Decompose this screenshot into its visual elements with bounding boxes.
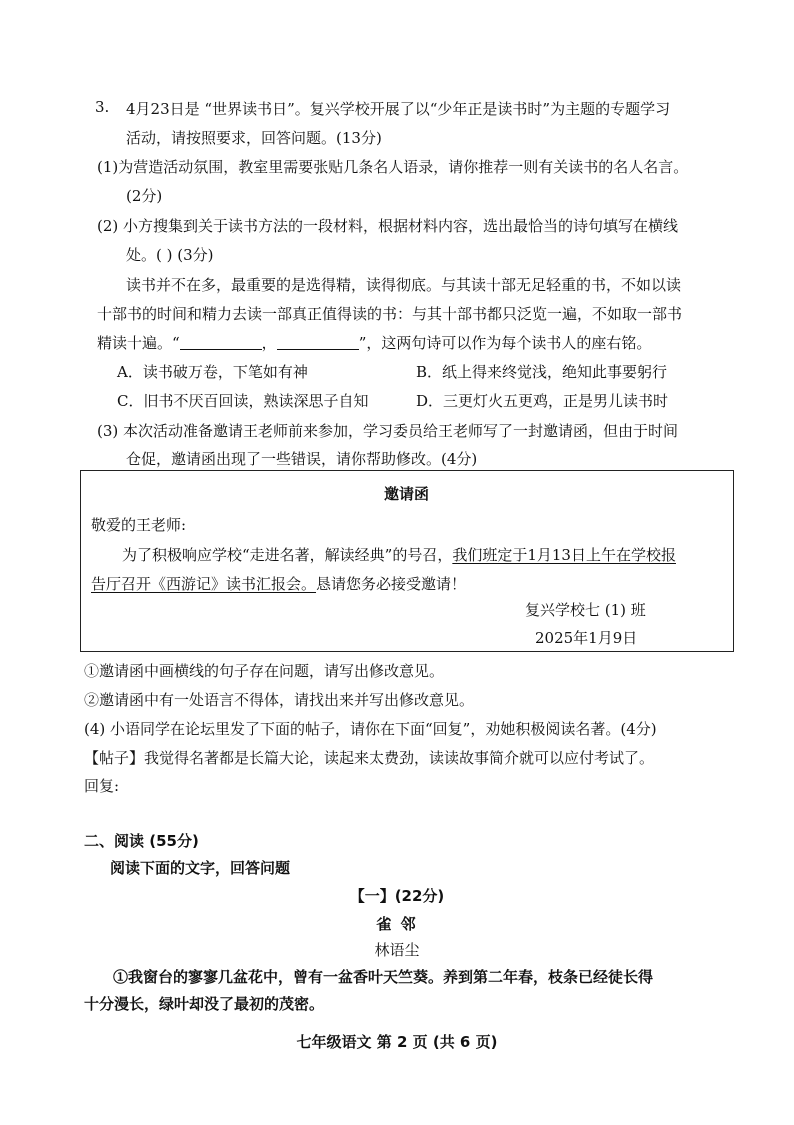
- letter-body-pre: 为了积极响应学校“走进名著，解读经典”的号召，: [122, 546, 453, 564]
- question-number: 3.: [95, 98, 110, 116]
- letter-body-post: 恳请您务必接受邀请！: [316, 575, 467, 593]
- invitation-letter-box: [80, 470, 734, 652]
- option-a: A．读书破万卷，下笔如有神: [117, 363, 308, 381]
- subquestion-3-item1: ①邀请函中画横线的句子存在问题，请写出修改意见。: [84, 662, 445, 680]
- letter-body-line1: [122, 544, 676, 565]
- material-line1: 读书并不在多，最重要的是选得精，读得彻底。与其读十部无足轻重的书，不如以读: [126, 276, 682, 294]
- subquestion-1-line2: (2分): [126, 187, 163, 205]
- subquestion-4: (4) 小语同学在论坛里发了下面的帖子，请你在下面“回复”，劝她积极阅读名著。(4分): [84, 720, 657, 738]
- material-line2: 十部书的时间和精力去读一部真正值得读的书：与其十部书都只泛览一遍，不如取一部书: [97, 305, 683, 323]
- article-paragraph1-line2: 十分漫长，绿叶却没了最初的茂密。: [84, 995, 325, 1013]
- material-line3-mid: ，: [261, 334, 277, 352]
- forum-post: 【帖子】我觉得名著都是长篇大论，读起来太费劲，读读故事简介就可以应付考试了。: [84, 749, 655, 767]
- article-title: 雀 邻: [376, 915, 418, 933]
- answer-blank-1[interactable]: [180, 335, 262, 350]
- material-line3: [97, 332, 651, 353]
- option-c: C．旧书不厌百回读，熟读深思子自知: [117, 392, 369, 410]
- question-intro-line1: 4月23日是 “世界读书日”。复兴学校开展了以“少年正是读书时”为主题的专题学习: [126, 100, 671, 118]
- option-b: B．纸上得来终觉浅，绝知此事要躬行: [416, 363, 668, 381]
- page-footer: 七年级语文 第 2 页 (共 6 页): [296, 1033, 498, 1051]
- reply-label: 回复:: [84, 777, 120, 795]
- letter-underlined-sentence-part2: 告厅召开《西游记》读书汇报会。: [91, 575, 317, 593]
- answer-blank-2[interactable]: [277, 335, 359, 350]
- article-paragraph1-line1: ①我窗台的寥寥几盆花中，曾有一盆香叶天竺葵。养到第二年春，枝条已经徒长得: [113, 968, 654, 986]
- subquestion-2-line1: (2) 小方搜集到关于读书方法的一段材料，根据材料内容，选出最恰当的诗句填写在横线: [97, 217, 679, 235]
- subquestion-2-line2: 处。( ) (3分): [126, 246, 214, 264]
- letter-body-line2: [91, 573, 466, 594]
- material-line3-post: ”，这两句诗可以作为每个读书人的座右铭。: [358, 334, 652, 352]
- section-title: 二、阅读 (55分): [84, 832, 199, 850]
- material-line3-pre: 精读十遍。“: [97, 334, 180, 352]
- subquestion-3-item2: ②邀请函中有一处语言不得体，请找出来并写出修改意见。: [84, 691, 475, 709]
- option-d: D．三更灯火五更鸡，正是男儿读书时: [416, 392, 669, 410]
- letter-greeting: 敬爱的王老师:: [91, 516, 187, 534]
- letter-signature: 复兴学校七 (1) 班: [525, 601, 646, 619]
- subquestion-3-line1: (3) 本次活动准备邀请王老师前来参加，学习委员给王老师写了一封邀请函，但由于时间: [97, 422, 679, 440]
- part-label: 【一】(22分): [349, 887, 445, 905]
- subquestion-3-line2: 仓促，邀请函出现了一些错误，请你帮助修改。(4分): [126, 450, 478, 468]
- letter-date: 2025年1月9日: [535, 629, 638, 647]
- subquestion-1-line1: (1)为营造活动氛围，教室里需要张贴几条名人语录，请你推荐一则有关读书的名人名言。: [97, 158, 689, 176]
- reading-instruction: 阅读下面的文字，回答问题: [110, 859, 291, 877]
- article-author: 林语尘: [374, 941, 420, 959]
- letter-title: 邀请函: [383, 485, 429, 503]
- question-intro-line2: 活动，请按照要求，回答问题。(13分): [126, 129, 382, 147]
- letter-underlined-sentence-part1: 我们班定于1月13日上午在学校报: [452, 546, 676, 564]
